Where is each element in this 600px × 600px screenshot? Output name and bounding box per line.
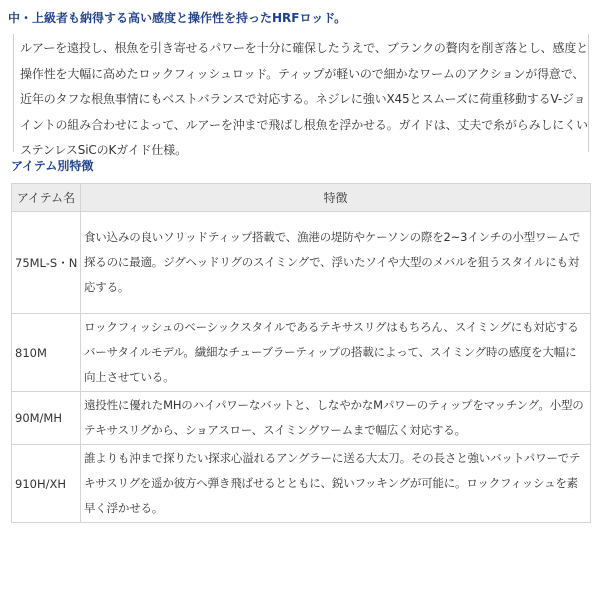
item-name: 810M: [12, 314, 81, 392]
intro-box: [13, 34, 589, 157]
section-title: アイテム別特徴: [11, 159, 94, 173]
item-name: 90M/MH: [12, 392, 81, 445]
table-row: [12, 445, 591, 523]
item-name: 910H/XH: [12, 445, 81, 523]
item-feature: 遠投性に優れたMHのハイパワーなバットと、しなやかなMパワーのティップをマッチング。小型のテキサスリグから、ショアスロー、スイミングワームまで幅広く対応する。: [81, 392, 591, 445]
page-headline: 中・上級者も納得する高い感度と操作性を持ったHRFロッド。: [8, 11, 347, 25]
intro-text: ルアーを遠投し、根魚を引き寄せるパワーを十分に確保したうえで、ブランクの贅肉を削ぎ落とし、感度と操作性を大幅に高めたロックフィッシュロッド。ティップが軽いので細かなワームのアクションが得意で、近年のタフな根魚事情にもベストバランスで対応する。ネジレに強いX45とスムーズに荷重移動するV-ジョイントの組み合わせによって、ルアーを沖まで飛ばし根魚を浮かせる。ガイドは、丈夫で糸がらみしにくいステンレスSiCのKガイド仕様。: [20, 41, 588, 157]
table-row: [12, 392, 591, 445]
item-name: 75ML-S・N: [12, 212, 81, 314]
feature-table: [11, 183, 591, 523]
item-feature: ロックフィッシュのベーシックスタイルであるテキサスリグはもちろん、スイミングにも対応するバーサタイルモデル。繊細なチューブラーティップの搭載によって、スイミング時の感度を大幅に向上させている。: [81, 314, 591, 392]
item-feature: 誰よりも沖まで探りたい探求心溢れるアングラーに送る大太刀。その長さと強いバットパワーでテキサスリグを遥か彼方へ弾き飛ばせるとともに、鋭いフッキングが可能に。ロックフィッシュを素早く浮かせる。: [81, 445, 591, 523]
table-row: [12, 314, 591, 392]
table-row: [12, 212, 591, 314]
header-item-name: アイテム名: [12, 184, 81, 212]
header-feature: 特徴: [81, 184, 591, 212]
table-header-row: [12, 184, 591, 212]
item-feature: 食い込みの良いソリッドティップ搭載で、漁港の堤防やケーソンの際を2~3インチの小型ワームで探るのに最適。ジグヘッドリグのスイミングで、浮いたソイや大型のメバルを狙うスタイルにも対応する。: [81, 212, 591, 314]
